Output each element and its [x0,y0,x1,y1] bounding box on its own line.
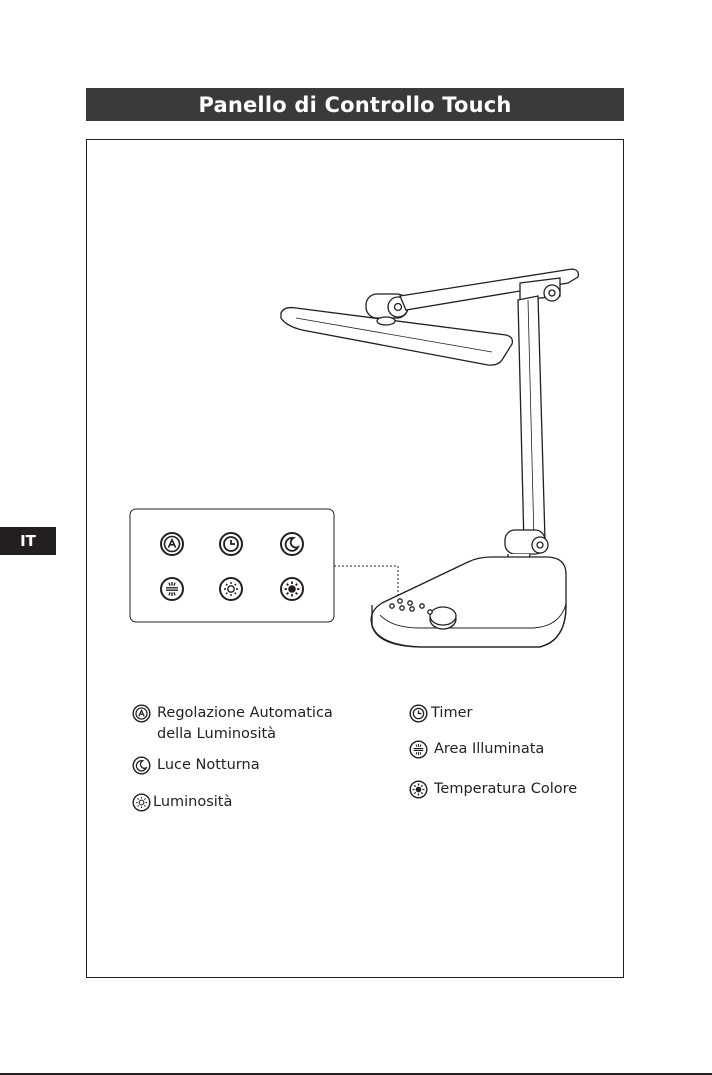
language-tab [0,527,56,555]
language-tab-label: IT [20,532,36,550]
legend-color-temperature [409,779,577,800]
legend-timer-label: Timer [431,705,473,721]
legend-timer [409,703,472,724]
moon-icon [132,756,151,775]
auto-a-icon [132,704,151,723]
area-lines-icon [409,740,428,759]
legend-auto-brightness-line2: della Luminosità [157,726,277,742]
legend-illuminated-area-label: Area Illuminata [434,741,545,757]
section-title-bar [86,88,624,121]
legend-color-temperature-label: Temperatura Colore [434,781,578,797]
clock-icon [409,704,428,723]
illustration-frame [86,139,624,978]
page-title: Panello di Controllo Touch [198,92,512,117]
sun-filled-icon [409,780,428,799]
legend-illuminated-area [409,739,544,760]
legend-night-light-label: Luce Notturna [157,757,260,773]
legend-auto-brightness-line1: Regolazione Automatica [157,705,333,721]
legend-auto-brightness [132,703,333,745]
legend-brightness [132,792,232,813]
legend-night-light [132,755,260,776]
legend-brightness-label: Luminosità [153,794,233,810]
sun-outline-icon [132,793,151,812]
